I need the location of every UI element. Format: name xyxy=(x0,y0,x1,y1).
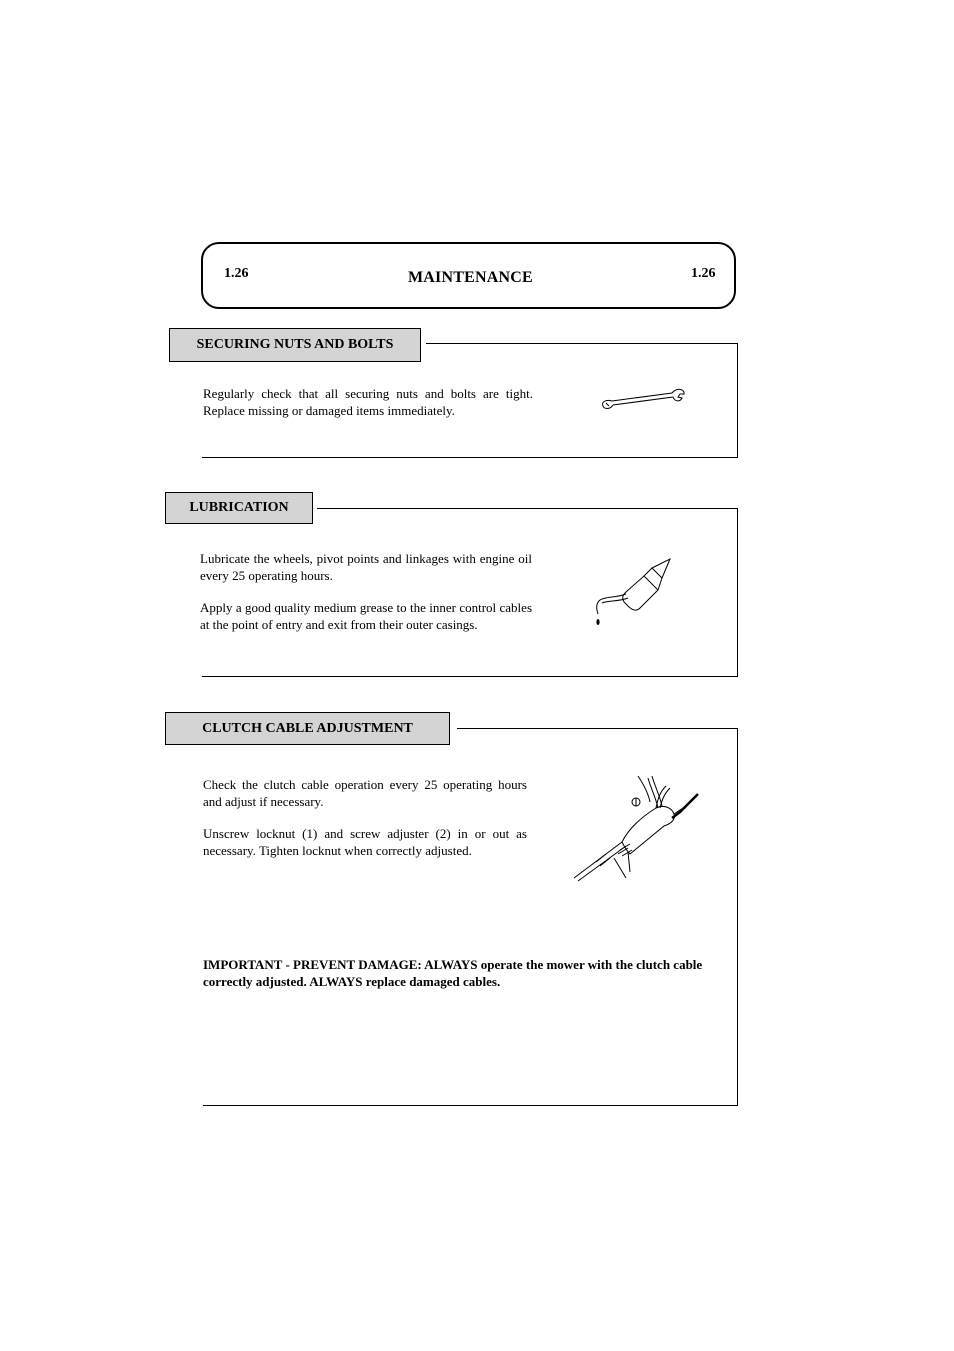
section-body-lubrication xyxy=(200,551,532,649)
page-number-right: 1.26 xyxy=(691,266,716,281)
section-border-bottom xyxy=(202,676,738,677)
paragraph: Regularly check that all securing nuts and bolts are tight. Replace missing or damaged items immediately. xyxy=(203,386,533,418)
paragraph: Unscrew locknut (1) and screw adjuster (2) in or out as necessary. Tighten locknut when correctly adjusted. xyxy=(203,826,527,858)
paragraph: Apply a good quality medium grease to the inner control cables at the point of entry and exit from their outer casings. xyxy=(200,600,532,632)
paragraph: Lubricate the wheels, pivot points and linkages with engine oil every 25 operating hours. xyxy=(200,551,532,583)
oil-can-icon xyxy=(592,556,678,628)
section-border-right xyxy=(737,728,738,1105)
section-title-clutch-cable-adjustment: CLUTCH CABLE ADJUSTMENT xyxy=(165,712,450,745)
section-border-bottom xyxy=(202,457,738,458)
section-body-clutch xyxy=(203,777,527,875)
page-number-left: 1.26 xyxy=(224,266,249,281)
section-border-top xyxy=(426,343,737,344)
section-border-top xyxy=(317,508,737,509)
section-body-securing xyxy=(203,386,533,435)
clutch-handle-diagram-icon xyxy=(570,768,704,884)
wrench-icon xyxy=(598,385,688,413)
important-warning: IMPORTANT - PREVENT DAMAGE: ALWAYS operate the mower with the clutch cable correctly adjusted. ALWAYS replace damaged cables. xyxy=(203,957,703,989)
page-title: MAINTENANCE xyxy=(408,269,533,286)
paragraph: Check the clutch cable operation every 25 operating hours and adjust if necessary. xyxy=(203,777,527,809)
section-title-securing-nuts-and-bolts: SECURING NUTS AND BOLTS xyxy=(169,328,421,362)
section-border-right xyxy=(737,343,738,458)
section-title-lubrication: LUBRICATION xyxy=(165,492,313,524)
section-border-right xyxy=(737,508,738,677)
section-border-bottom xyxy=(203,1105,738,1106)
section-border-top xyxy=(457,728,737,729)
